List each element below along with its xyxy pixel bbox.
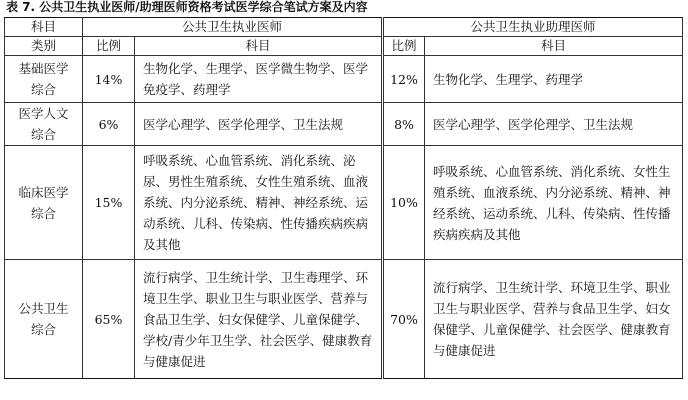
category-cell <box>5 103 83 146</box>
physician-ratio-cell: 6% <box>83 103 135 146</box>
assistant-subjects-cell: 呼吸系统、心血管系统、消化系统、女性生殖系统、血液系统、内分泌系统、精神、神经系统、运动系统、儿科、传染病、性传播疾病疾病及其他 <box>425 146 683 260</box>
header-assistant-subjects: 科目 <box>425 37 683 56</box>
table-row <box>5 56 683 103</box>
header-assistant-ratio: 比例 <box>383 37 425 56</box>
category-line: 医学人文 <box>18 106 69 121</box>
table-row <box>5 103 683 146</box>
table-header-row-1 <box>5 18 683 37</box>
physician-ratio-cell: 65% <box>83 260 135 379</box>
table-row <box>5 146 683 260</box>
physician-ratio-cell: 15% <box>83 146 135 260</box>
category-line: 基础医学 <box>18 61 69 76</box>
category-line: 临床医学 <box>18 184 69 200</box>
assistant-ratio-cell: 70% <box>383 260 425 379</box>
header-category-top: 科目 <box>5 18 83 37</box>
exam-content-table <box>4 17 683 379</box>
assistant-subjects-cell: 流行病学、卫生统计学、环境卫生学、职业卫生与职业医学、营养与食品卫生学、妇女保健学、儿童保健学、社会医学、健康教育与健康促进 <box>425 260 683 379</box>
assistant-ratio-cell: 12% <box>383 56 425 103</box>
table-caption: 表 7. 公共卫生执业医师/助理医师资格考试医学综合笔试方案及内容 <box>6 0 368 14</box>
category-line: 综合 <box>30 205 56 221</box>
header-physician-ratio: 比例 <box>83 37 135 56</box>
header-physician-group: 公共卫生执业医师 <box>83 18 383 37</box>
category-line: 综合 <box>30 127 56 142</box>
header-physician-subjects: 科目 <box>135 37 383 56</box>
header-assistant-group: 公共卫生执业助理医师 <box>383 18 683 37</box>
category-cell <box>5 260 83 379</box>
table-row <box>5 260 683 379</box>
category-cell <box>5 56 83 103</box>
assistant-ratio-cell: 10% <box>383 146 425 260</box>
category-line: 公共卫生 <box>18 301 69 316</box>
physician-subjects-cell: 医学心理学、医学伦理学、卫生法规 <box>135 103 383 146</box>
assistant-ratio-cell: 8% <box>383 103 425 146</box>
category-line: 综合 <box>30 82 56 97</box>
category-line: 综合 <box>30 322 56 337</box>
physician-subjects-cell: 流行病学、卫生统计学、卫生毒理学、环境卫生学、职业卫生与职业医学、营养与食品卫生学、妇女保健学、儿童保健学、学校/青少年卫生学、社会医学、健康教育与健康促进 <box>135 260 383 379</box>
header-category-bottom: 类别 <box>5 37 83 56</box>
assistant-subjects-cell: 生物化学、生理学、药理学 <box>425 56 683 103</box>
table-header-row-2 <box>5 37 683 56</box>
physician-subjects-cell: 生物化学、生理学、医学微生物学、医学免疫学、药理学 <box>135 56 383 103</box>
category-cell <box>5 146 83 260</box>
assistant-subjects-cell: 医学心理学、医学伦理学、卫生法规 <box>425 103 683 146</box>
physician-subjects-cell: 呼吸系统、心血管系统、消化系统、泌尿、男性生殖系统、女性生殖系统、血液系统、内分泌系统、精神、神经系统、运动系统、儿科、传染病、性传播疾病疾病及其他 <box>135 146 383 260</box>
physician-ratio-cell: 14% <box>83 56 135 103</box>
